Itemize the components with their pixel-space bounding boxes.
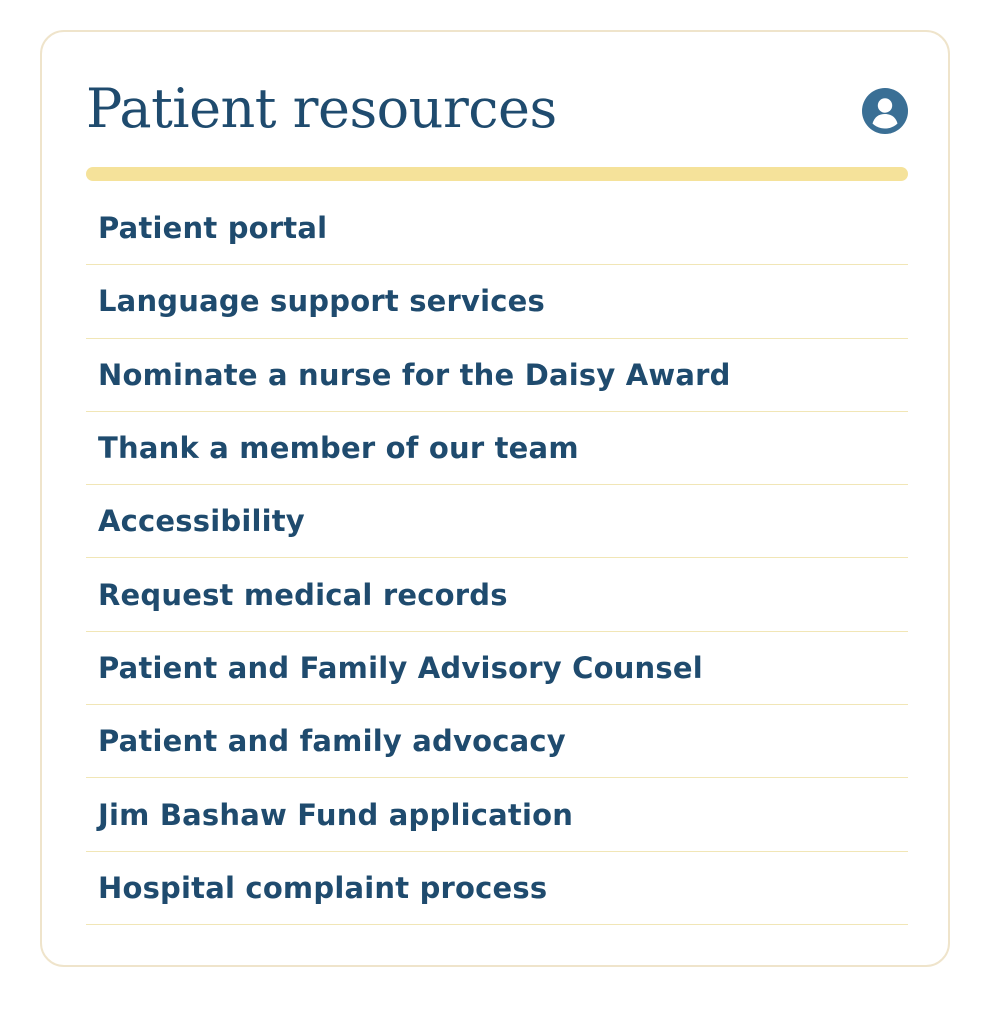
patient-family-advisory-counsel-link[interactable]: Patient and Family Advisory Counsel	[98, 650, 703, 685]
list-item	[86, 852, 908, 925]
nominate-nurse-daisy-award-link[interactable]: Nominate a nurse for the Daisy Award	[98, 357, 731, 392]
resource-links-list	[86, 192, 908, 925]
thank-team-member-link[interactable]: Thank a member of our team	[98, 431, 579, 466]
list-item	[86, 265, 908, 338]
list-item	[86, 558, 908, 631]
list-item	[86, 778, 908, 851]
hospital-complaint-process-link[interactable]: Hospital complaint process	[98, 870, 548, 905]
list-item	[86, 632, 908, 705]
list-item	[86, 339, 908, 412]
patient-resources-card	[40, 30, 950, 967]
jim-bashaw-fund-application-link[interactable]: Jim Bashaw Fund application	[98, 797, 574, 832]
patient-portal-link[interactable]: Patient portal	[98, 211, 328, 246]
list-item	[86, 412, 908, 485]
language-support-services-link[interactable]: Language support services	[98, 284, 545, 319]
request-medical-records-link[interactable]: Request medical records	[98, 577, 508, 612]
list-item	[86, 705, 908, 778]
accent-divider	[86, 167, 908, 181]
list-item	[86, 485, 908, 558]
user-account-icon[interactable]	[862, 88, 908, 134]
card-title: Patient resources	[86, 77, 557, 140]
card-header	[86, 76, 908, 146]
accessibility-link[interactable]: Accessibility	[98, 504, 305, 539]
patient-family-advocacy-link[interactable]: Patient and family advocacy	[98, 724, 566, 759]
list-item	[86, 192, 908, 265]
